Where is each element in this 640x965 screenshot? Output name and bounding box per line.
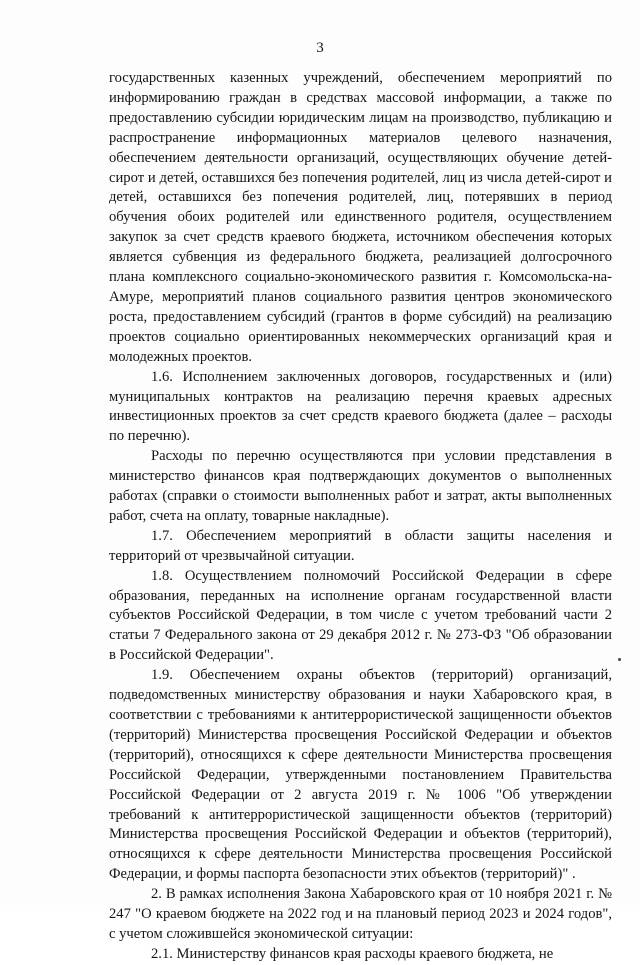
scan-speck	[618, 658, 621, 661]
paragraph-2: 2. В рамках исполнения Закона Хабаровского края от 10 ноября 2021 г. № 247 "О краевом бюджете на 2022 год и на плановый период 2023 и 2024 годов", с учетом сложившейся экономической ситуации:	[109, 886, 612, 942]
paragraph-expenses-list: государственных казенных учреждений, обеспечением мероприятий по информированию граждан в средствах массовой информации, а также по предоставлению субсидии юридическим лицам на производство, публикацию и распространение информационных материалов целевого назначения, обеспечением деятельности организаций, осуществляющих обучение детей-сирот и детей, оставшихся без попечения родителей, лиц из числа детей-сирот и детей, оставшихся без попечения родителей, лиц, потерявших в период обучения обоих родителей или единственного родителя, осуществлением закупок за счет средств краевого бюджета, источником обеспечения которых является субвенция из федерального бюджета, реализацией долгосрочного плана комплексного социально-экономического развития г. Комсомольска-на-Амуре, мероприятий планов социального развития центров экономического роста, предоставлением субсидий (грантов в форме субсидий) на реализацию проектов социально ориентированных некоммерческих организаций края и молодежных проектов.	[109, 70, 612, 365]
document-body	[109, 69, 612, 965]
paragraph-expenses-conditions: Расходы по перечню осуществляются при условии представления в министерство финансов края подтверждающих документов о выполненных работах (справки о стоимости выполненных работ и затрат, акты выполненных работ, счета на оплату, товарные накладные).	[109, 448, 612, 524]
paragraph-1-7: 1.7. Обеспечением мероприятий в области защиты населения и территорий от чрезвычайной ситуации.	[109, 527, 612, 564]
paragraph-1-6: 1.6. Исполнением заключенных договоров, государственных и (или) муниципальных контрактов на реализацию перечня краевых адресных инвестиционных проектов за счет средств краевого бюджета (далее – расходы по перечню).	[109, 368, 612, 445]
paragraph-1-8: 1.8. Осуществлением полномочий Российской Федерации в сфере образования, переданных на исполнение органам государственной власти субъектов Российской Федерации, в том числе с учетом требований части 2 статьи 7 Федерального закона от 29 декабря 2012 г. № 273-ФЗ "Об образовании в Российской Федерации".	[109, 567, 612, 664]
page-number: 3	[316, 40, 324, 56]
paragraph-1-9: 1.9. Обеспечением охраны объектов (территорий) организаций, подведомственных министерству образования и науки Хабаровского края, в соответствии с требованиями к антитеррористической защищенности объектов (территорий) Министерства просвещения Российской Федерации и объектов (территорий), относящихся к сфере деятельности Министерства просвещения Российской Федерации, утвержденными постановлением Правительства Российской Федерации от 2 августа 2019 г. № 1006 "Об утверждении требований к антитеррористической защищенности объектов (территорий) Министерства просвещения Российской Федерации и объектов (территорий), относящихся к сфере деятельности Министерства просвещения Российской Федерации, и формы паспорта безопасности этих объектов (территорий)" .	[109, 667, 612, 883]
paragraph-2-1: 2.1. Министерству финансов края расходы краевого бюджета, не	[151, 945, 554, 962]
